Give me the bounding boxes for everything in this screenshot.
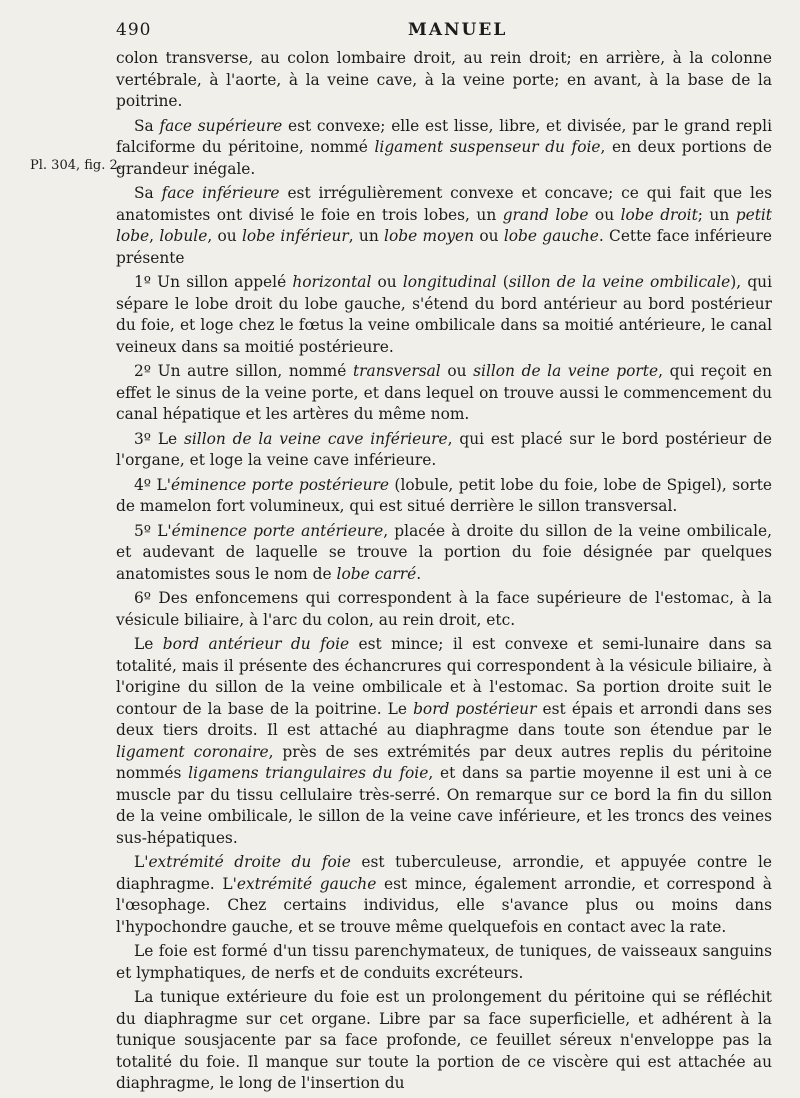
text-run: ; un [697,205,736,224]
italic-term: grand lobe [502,205,589,224]
page-number: 490 [116,20,152,40]
italic-term: petit lobe [116,205,772,245]
italic-term: bord postérieur [413,699,537,718]
paragraph [116,429,772,472]
paragraph [116,634,772,849]
italic-term: lobe carré [336,564,417,583]
italic-term: bord antérieur du foie [162,635,350,653]
text-run: . Cette face inférieure présente [116,227,772,267]
text-run: 1º Un sillon appelé [134,273,293,291]
text-run: est mince, également arrondie, et correspond à l'œsophage. Chez certains individus, elle s'avance plus ou moins dans l'hypochondre gauche, et se trouve même quelquefois en contact avec la rate. [116,874,772,936]
text-run: , placée à droite du sillon de la veine ombilicale, et audevant de laquelle se trouve la portion du foie désignée par quelques anatomistes sous le nom de [116,521,773,583]
text-run: 3º Le [134,429,184,448]
italic-term: ligament coronaire [116,742,269,761]
italic-term: éminence porte antérieure [171,521,384,540]
running-title: MANUEL [408,20,508,40]
italic-term: horizontal [292,273,372,291]
text-run: . [416,564,422,583]
italic-term: transversal [353,362,441,380]
plate-reference-note: Pl. 304, fig. 2. [30,158,122,173]
text-run: , et dans sa partie moyenne il est uni à ce muscle par du tissu cellulaire très-serré. On remarque sur ce bord la fin du sillon de la veine ombilicale, le sillon de la veine cave inférieure, et les troncs des veines sus-hépatiques. [116,764,772,847]
text-run: est convexe; elle est lisse, libre, et divisée, par le grand repli falciforme du péritoine, nommé [116,116,772,156]
text-run: (lobule, petit lobe du foie, lobe de Spigel), sorte de mamelon fort volumineux, qui est situé derrière le sillon transversal. [116,475,773,515]
text-run: , qui reçoit en effet le sinus de la veine porte, et dans lequel on trouve aussi le commencement du canal hépatique et les artères du même nom. [116,362,773,423]
text-run: colon transverse, au colon lombaire droit, au rein droit; en arrière, à la colonne vertébrale, à l'aorte, à la veine cave, à la veine porte; en avant, à la base de la poitrine. [116,49,772,110]
text-run: Le foie est formé d'un tissu parenchymateux, de tuniques, de vaisseaux sanguins et lymphatiques, de nerfs et de conduits excréteurs. [116,942,772,982]
paragraph [116,987,772,1095]
paragraph [116,361,772,426]
italic-term: sillon de la veine cave inférieure [183,429,448,448]
italic-term: extrémité gauche [236,874,377,893]
text-run: Sa [134,184,162,202]
page-header [116,20,752,46]
text-run: ou [371,273,403,291]
text-run: , qui est placé sur le bord postérieur de l'organe, et loge la veine cave inférieure. [116,429,772,469]
italic-term: ligamens triangulaires du foie [188,764,429,782]
italic-term: sillon de la veine porte [473,362,659,380]
italic-term: éminence porte postérieure [170,475,389,494]
paragraph [116,521,772,586]
paragraph [116,48,772,113]
text-run: L' [134,853,149,871]
italic-term: extrémité droite du foie [148,853,351,871]
italic-term: lobe moyen [384,227,475,245]
text-run: ou [588,205,621,224]
italic-term: face supérieure [159,116,283,135]
italic-term: lobule [159,227,208,245]
text-run: ), qui sépare le lobe droit du lobe gauche, s'étend du bord antérieur au bord postérieur du foie, et loge chez le fœtus la veine ombilicale dans sa moitié antérieure, le canal veineux dans sa moitié postérieure. [116,273,773,356]
paragraph [116,116,772,181]
italic-term: ligament suspenseur du foie [374,138,601,156]
text-run: est épais et arrondi dans ses deux tiers droits. Il est attaché au diaphragme dans toute son étendue par le [116,699,772,739]
italic-term: lobe droit [620,205,698,224]
body-text [116,48,772,1098]
italic-term: lobe gauche [503,227,599,245]
text-run: , un [348,227,385,245]
text-run: , [149,227,160,245]
text-run: ou [474,227,504,245]
text-run: Sa [134,116,160,135]
italic-term: longitudinal [402,273,497,291]
text-run: ( [496,273,509,291]
text-run: , près de ses extrémités par deux autres replis du péritoine nommés [116,742,772,782]
paragraph [116,475,772,518]
paragraph [116,852,772,938]
text-run: 5º L' [134,521,172,540]
text-run: 4º L' [134,475,171,494]
italic-term: lobe inférieur [241,227,349,245]
text-run: 6º Des enfoncemens qui correspondent à la face supérieure de l'estomac, à la vésicule biliaire, à l'arc du colon, au rein droit, etc. [116,589,772,629]
paragraph [116,941,772,984]
paragraph [116,272,772,358]
text-run: 2º Un autre sillon, nommé [134,362,353,380]
text-run: est tuberculeuse, arrondie, et appuyée contre le diaphragme. L' [116,853,772,893]
text-run: , en deux portions de grandeur inégale. [116,138,772,178]
text-run: La tunique extérieure du foie est un prolongement du péritoine qui se réfléchit du diaphragme sur cet organe. Libre par sa face superficielle, et adhérent à la tunique sousjacente par sa face profonde, ce feuillet séreux n'enveloppe pas la totalité du foie. Il manque sur toute la portion de ce viscère qui est attachée au diaphragme, le long de l'insertion du [116,988,772,1092]
paragraph [116,183,772,269]
text-run: est mince; il est convexe et semi-lunaire dans sa totalité, mais il présente des échancrures qui correspondent à la vésicule biliaire, à l'origine du sillon de la veine ombilicale et à l'estomac. Sa portion droite suit le contour de la base de la poitrine. Le [116,635,772,718]
text-run: est irrégulièrement convexe et concave; ce qui fait que les anatomistes ont divisé le foie en trois lobes, un [116,184,772,224]
text-run: ou [440,362,474,380]
paragraph [116,588,772,631]
italic-term: sillon de la veine ombilicale [508,273,731,291]
italic-term: face inférieure [161,184,280,202]
text-run: Le [134,635,163,653]
text-run: , ou [207,227,242,245]
